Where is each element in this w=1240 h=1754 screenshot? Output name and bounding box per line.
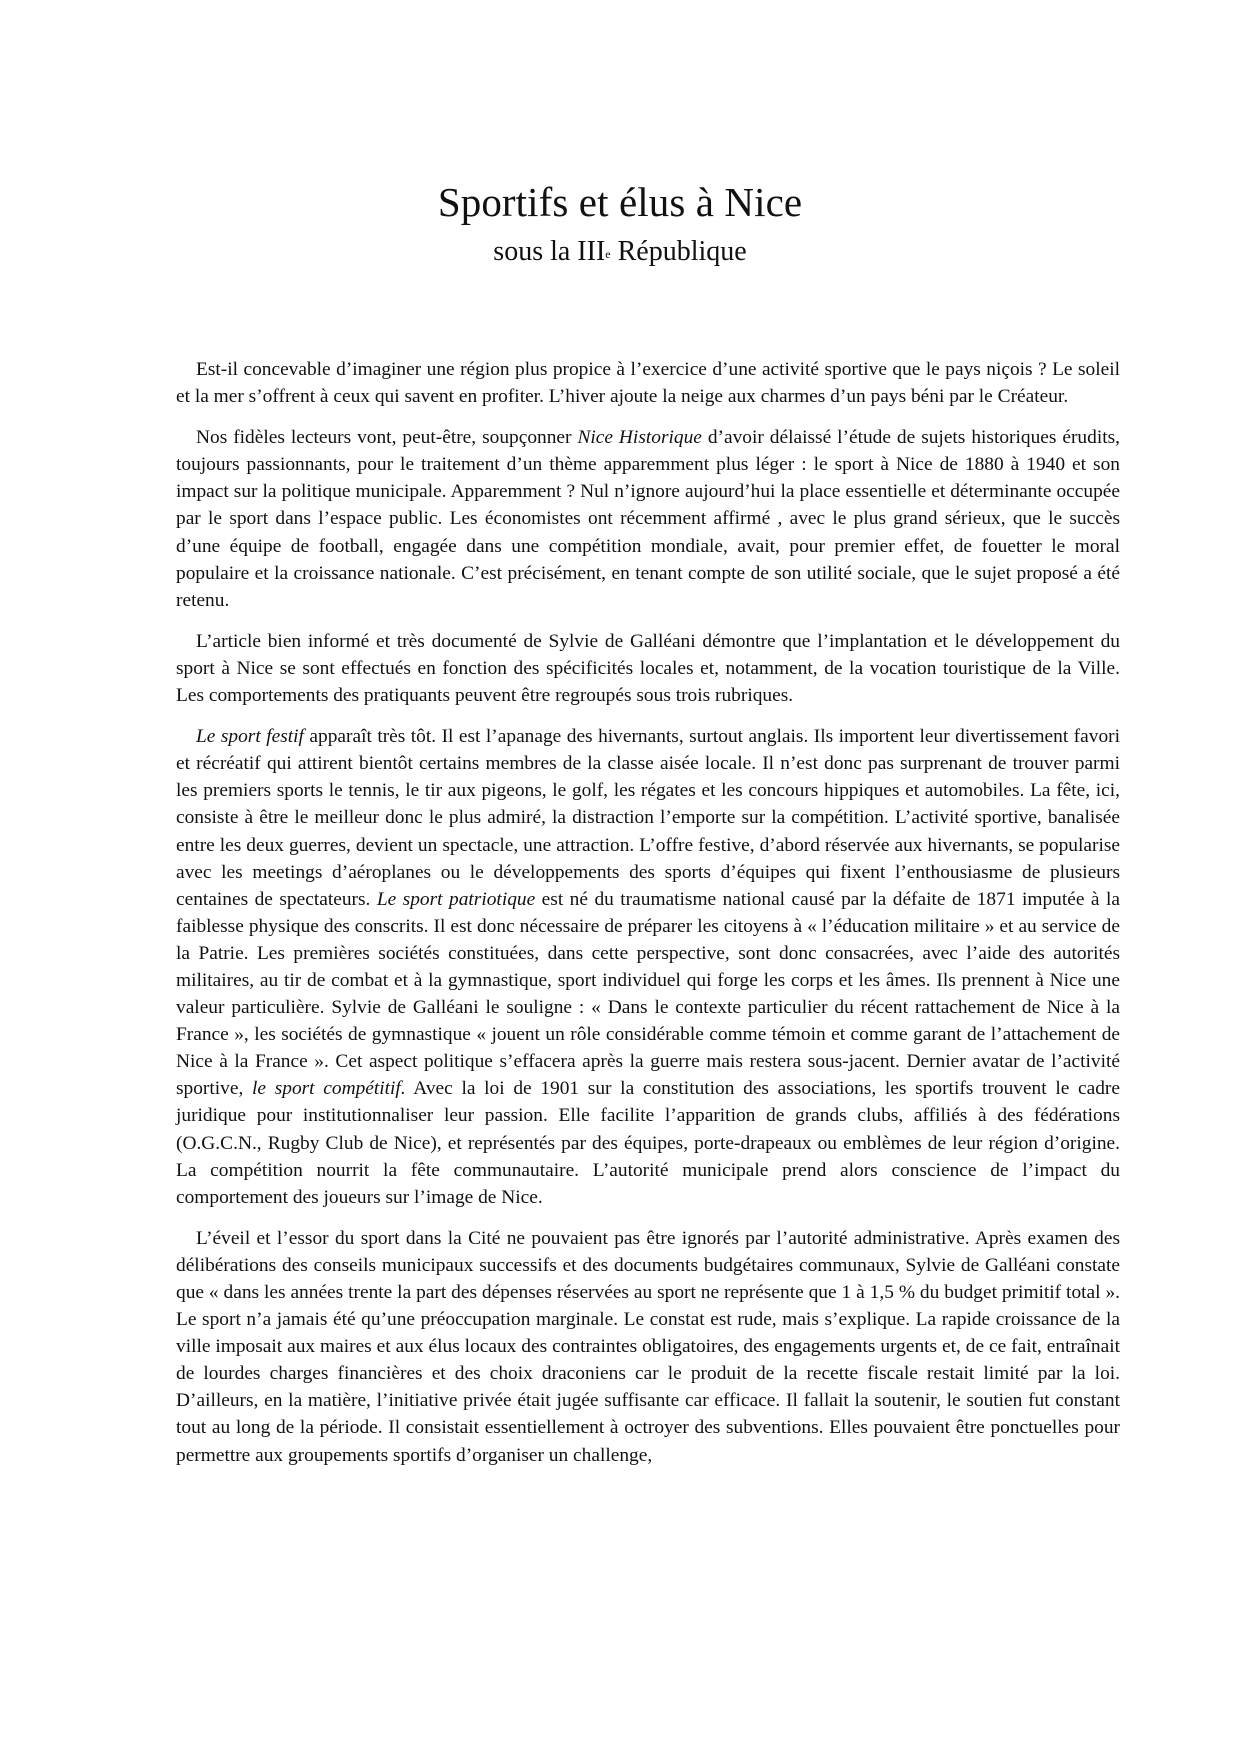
article-body xyxy=(176,356,1120,1483)
paragraph-4-text-b: est né du traumatisme national causé par la défaite de 1871 imputée à la faiblesse physique des conscrits. Il est donc nécessaire de préparer les citoyens à « l’éducation militaire » et au service de la Patrie. Les premières sociétés constituées, dans cette perspective, sont donc consacrées, avec l’aide des autorités militaires, au tir de combat et à la gymnastique, sport individuel qui forge les corps et les âmes. Ils prennent à Nice une valeur particulière. Sylvie de Galléani le souligne : « Dans le contexte particulier du récent rattachement de Nice à la France », les sociétés de gymnastique « jouent un rôle considérable comme témoin et comme garant de l’attachement de Nice à la France ». Cet aspect politique s’effacera après la guerre mais restera sous-jacent. Dernier avatar de l’activité sportive, xyxy=(176,888,1120,1100)
paragraph-3: L’article bien informé et très documenté de Sylvie de Galléani démontre que l’implantation et le développement du sport à Nice se sont effectués en fonction des spécificités locales et, notamment, de la vocation touristique de la Ville. Les comportements des pratiquants peuvent être regroupés sous trois rubriques. xyxy=(176,630,1120,707)
paragraph-4 xyxy=(176,723,1120,1211)
paragraph-2-text-a: Nos fidèles lecteurs vont, peut-être, soupçonner xyxy=(196,427,578,449)
paragraph-4-text-c: Avec la loi de 1901 sur la constitution des associations, les sportifs trouvent le cadre juridique pour institutionnaliser leur passion. Elle facilite l’apparition de grands clubs, affiliés à des fédérations (O.G.C.N., Rugby Club de Nice), et représentés par des équipes, porte-drapeaux ou emblèmes de leur région d’origine. La compétition nourrit la fête communautaire. L’autorité municipale prend alors conscience de l’impact du comportement des joueurs sur l’image de Nice. xyxy=(176,1078,1121,1208)
journal-title-italic: Nice Historique xyxy=(577,427,702,449)
title-block xyxy=(0,178,1240,270)
page-subtitle xyxy=(0,234,1240,270)
paragraph-1: Est-il concevable d’imaginer une région plus propice à l’exercice d’une activité sportive que le pays niçois ? Le soleil et la mer s’offrent à ceux qui savent en profiter. L’hiver ajoute la neige aux charmes d’un pays béni par le Créateur. xyxy=(176,359,1120,408)
subtitle-superscript: e xyxy=(605,247,611,261)
subtitle-text-end: République xyxy=(610,236,747,267)
paragraph-2-text-b: d’avoir délaissé l’étude de sujets historiques érudits, toujours passionnants, pour le traitement d’un thème apparemment plus léger : le sport à Nice de 1880 à 1940 et son impact sur la politique municipale. Apparemment ? Nul n’ignore aujourd’hui la place essentielle et déterminante occupée par le sport dans l’espace public. Les économistes ont récemment affirmé , avec le plus grand sérieux, que le succès d’une équipe de football, engagée dans une compétition mondiale, avait, pour premier effet, de fouetter le moral populaire et la croissance nationale. C’est précisément, en tenant compte de son utilité sociale, que le sujet proposé a été retenu. xyxy=(176,427,1120,611)
sport-festif-italic: Le sport festif xyxy=(196,726,304,748)
page-title: Sportifs et élus à Nice xyxy=(437,179,803,225)
subtitle-text: sous la III xyxy=(493,236,606,267)
sport-competitif-italic: le sport compétitif. xyxy=(252,1078,406,1100)
paragraph-2 xyxy=(176,424,1120,614)
paragraph-5: L’éveil et l’essor du sport dans la Cité ne pouvaient pas être ignorés par l’autorité administrative. Après examen des délibérations des conseils municipaux successifs et des documents budgétaires communaux, Sylvie de Galléani constate que « dans les années trente la part des dépenses réservées au sport ne représente que 1 à 1,5 % du budget primitif total ». Le sport n’a jamais été qu’une préoccupation marginale. Le constat est rude, mais s’explique. La rapide croissance de la ville imposait aux maires et aux élus locaux des contraintes obligatoires, des engagements urgents et, de ce fait, entraînait de lourdes charges financières et des choix draconiens car le produit de la recette fiscale restait limité par la loi. D’ailleurs, en la matière, l’initiative privée était jugée suffisante car efficace. Il fallait la soutenir, le soutien fut constant tout au long de la période. Il consistait essentiellement à octroyer des subventions. Elles pouvaient être ponctuelles pour permettre aux groupements sportifs d’organiser un challenge, xyxy=(176,1227,1120,1466)
paragraph-4-text-a: apparaît très tôt. Il est l’apanage des hivernants, surtout anglais. Ils importent leur divertissement favori et récréatif qui attirent bientôt certains membres de la classe aisée locale. Il n’est donc pas surprenant de trouver parmi les premiers sports le tennis, le tir aux pigeons, le golf, les régates et les concours hippiques et automobiles. La fête, ici, consiste à être le meilleur donc le plus admiré, la distraction l’emporte sur la compétition. L’activité sportive, banalisée entre les deux guerres, devient un spectacle, une attraction. L’offre festive, d’abord réservée aux hivernants, se popularise avec les meetings d’aéroplanes ou le développements des sports d’équipes qui fixent l’enthousiasme de plusieurs centaines de spectateurs. xyxy=(176,726,1120,910)
sport-patriotique-italic: Le sport patriotique xyxy=(376,888,536,910)
